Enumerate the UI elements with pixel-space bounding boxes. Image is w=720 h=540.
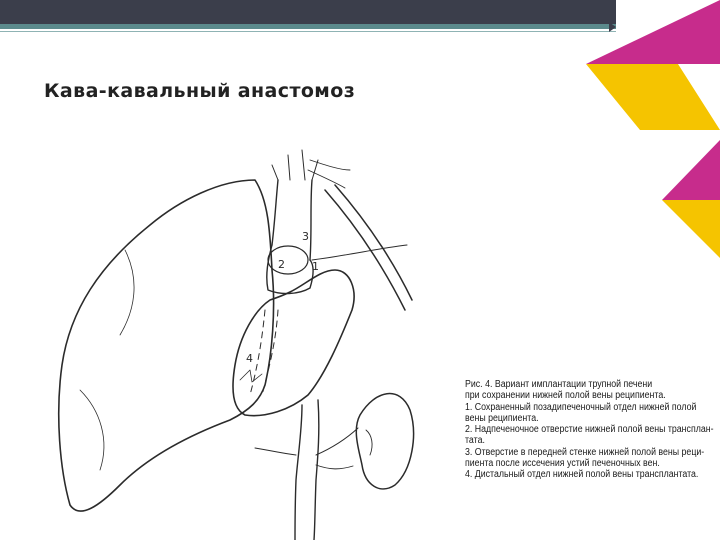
caption-line: 2. Надпеченочное отверстие нижней полой вены трансплан- — [465, 424, 714, 436]
figure-caption — [465, 379, 714, 481]
label-1: 1 — [312, 260, 319, 273]
diaphragm-line-2 — [335, 185, 412, 300]
kidney — [356, 394, 413, 489]
anastomosis-ring — [268, 246, 308, 274]
label-3: 3 — [302, 230, 309, 243]
caption-line: 3. Отверстие в передней стенке нижней полой вены реци- — [465, 446, 705, 458]
yellow-triangle-top — [586, 64, 720, 130]
liver-outline — [59, 180, 274, 511]
label-4: 4 — [246, 352, 253, 365]
caption-line: при сохранении нижней полой вены реципиента. — [465, 390, 666, 402]
header-bar — [0, 0, 616, 24]
caption-line: пиента после иссечения устий печеночных вен. — [465, 458, 660, 470]
central-lobe — [233, 270, 354, 416]
label-2: 2 — [278, 258, 285, 271]
ivc-lower — [295, 400, 319, 540]
caption-line: тата. — [465, 435, 485, 447]
slide-title: Кава-кавальный анастомоз — [44, 80, 356, 102]
magenta-triangle-top — [586, 0, 720, 64]
caption-line: 4. Дистальный отдел нижней полой вены трансплантата. — [465, 469, 699, 481]
caption-line: 1. Сохраненный позадипеченочный отдел нижней полой — [465, 401, 697, 413]
corner-decoration — [580, 0, 720, 260]
header-accent-bar — [0, 24, 616, 29]
yellow-triangle-bottom — [662, 200, 720, 258]
caption-line: Рис. 4. Вариант имплантации трупной печени — [465, 379, 653, 390]
diaphragm-line-1 — [325, 190, 405, 310]
header-accent-line — [0, 31, 616, 32]
anatomy-illustration — [40, 110, 460, 540]
magenta-triangle-bottom — [662, 140, 720, 200]
caption-line: вены реципиента. — [465, 412, 539, 424]
